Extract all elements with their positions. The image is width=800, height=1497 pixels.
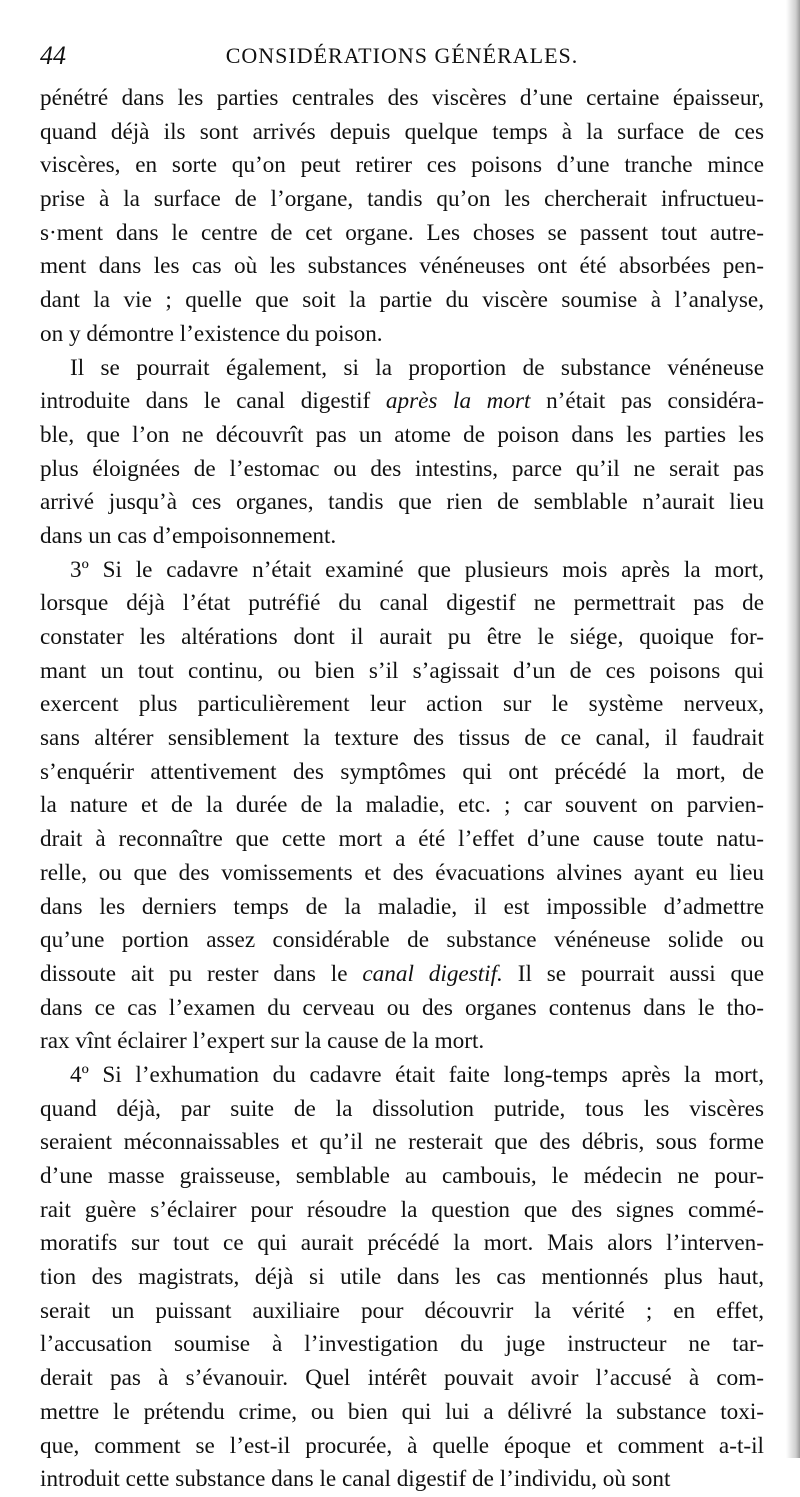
text-line xyxy=(40,958,764,992)
text-line: quand déjà ils sont arrivés depuis quelque temps à la surface de ces xyxy=(40,118,764,145)
text-line: d’une masse graisseuse, semblable au cambouis, le médecin ne pour- xyxy=(40,1163,764,1189)
text-line: relle, ou que des vomissements et des évacuations alvines ayant eu lieu xyxy=(40,859,764,886)
text-line: moratifs sur tout ce qui aurait précédé la mort. Mais alors l’interven- xyxy=(40,1230,764,1257)
text-line: 4º Si l’exhumation du cadavre était faite long-temps après la mort, xyxy=(70,1061,764,1088)
text-line: s’enquérir attentivement des symptômes qui ont précédé la mort, de xyxy=(40,758,764,785)
text-line: la nature et de la durée de la maladie, etc. ; car souvent on parvien- xyxy=(40,792,764,819)
text-line: sans altérer sensiblement la texture des tissus de ce canal, il faudrait xyxy=(40,725,764,752)
text-line: plus éloignées de l’estomac ou des intestins, parce qu’il ne serait pas xyxy=(40,455,764,482)
text-line: 3º Si le cadavre n’était examiné que plusieurs mois après la mort, xyxy=(70,556,764,583)
page-header xyxy=(40,38,764,78)
text-line: l’accusation soumise à l’investigation du juge instructeur ne tar- xyxy=(40,1331,764,1358)
text-line: s·ment dans le centre de cet organe. Les choses se passent tout autre- xyxy=(40,219,764,246)
text-line: rait guère s’éclairer pour résoudre la question que des signes commé- xyxy=(40,1196,764,1223)
text-line: mettre le prétendu crime, ou bien qui lui a délivré la substance toxi- xyxy=(40,1398,764,1425)
text-line: dant la vie ; quelle que soit la partie du viscère soumise à l’analyse, xyxy=(40,287,764,314)
text-line xyxy=(40,385,764,419)
text-line: seraient méconnaissables et qu’il ne resterait que des débris, sous forme xyxy=(40,1129,764,1156)
text-segment: introduite dans le canal digestif xyxy=(40,388,386,415)
text-line: dans un cas d’empoisonnement. xyxy=(40,522,337,549)
italic-phrase: canal digestif. xyxy=(362,960,503,987)
text-line: rax vînt éclairer l’expert sur la cause de la mort. xyxy=(40,1028,485,1055)
text-line: on y démontre l’existence du poison. xyxy=(40,320,383,347)
text-line: drait à reconnaître que cette mort a été l’effet d’une cause toute natu- xyxy=(40,826,764,853)
text-line: derait pas à s’évanouir. Quel intérêt pouvait avoir l’accusé à com- xyxy=(40,1365,764,1392)
text-line: mant un tout continu, ou bien s’il s’agissait d’un de ces poisons qui xyxy=(40,657,764,684)
text-line: quand déjà, par suite de la dissolution putride, tous les viscères xyxy=(40,1095,764,1122)
page-number: 44 xyxy=(40,41,66,70)
text-line: introduit cette substance dans le canal digestif de l’individu, où sont xyxy=(40,1466,671,1493)
text-line: serait un puissant auxiliaire pour découvrir la vérité ; en effet, xyxy=(40,1297,764,1324)
text-line: ble, que l’on ne découvrît pas un atome de poison dans les parties les xyxy=(40,421,764,448)
text-line: dans ce cas l’examen du cerveau ou des organes contenus dans le tho- xyxy=(40,994,764,1021)
text-line: que, comment se l’est-il procurée, à quelle époque et comment a-t-il xyxy=(40,1432,764,1459)
text-line: pénétré dans les parties centrales des viscères d’une certaine épaisseur, xyxy=(40,85,764,111)
text-segment: dissoute ait pu rester dans le xyxy=(40,960,363,987)
running-title: CONSIDÉRATIONS GÉNÉRALES. xyxy=(225,43,579,68)
body-text xyxy=(40,82,764,1497)
text-line: qu’une portion assez considérable de substance vénéneuse solide ou xyxy=(40,927,764,954)
text-line: constater les altérations dont il aurait pu être le siége, quoique for- xyxy=(40,624,764,650)
italic-phrase: après la mort xyxy=(385,388,531,415)
text-line: exercent plus particulièrement leur action sur le système nerveux, xyxy=(40,691,764,718)
text-line: lorsque déjà l’état putréfié du canal digestif ne permettrait pas de xyxy=(40,590,764,617)
text-line: viscères, en sorte qu’on peut retirer ces poisons d’une tranche mince xyxy=(40,152,764,179)
text-segment: n’était pas considéra- xyxy=(530,388,765,415)
text-line: Il se pourrait également, si la proportion de substance vénéneuse xyxy=(70,354,764,381)
text-line: arrivé jusqu’à ces organes, tandis que rien de semblable n’aurait lieu xyxy=(40,489,764,516)
page-edge-shadow xyxy=(786,0,800,1458)
text-segment: Il se pourrait aussi que xyxy=(502,960,764,987)
text-line: ment dans les cas où les substances vénéneuses ont été absorbées pen- xyxy=(40,253,764,280)
text-line: dans les derniers temps de la maladie, il est impossible d’admettre xyxy=(40,893,764,920)
text-line: prise à la surface de l’organe, tandis qu’on les chercherait infructueu- xyxy=(40,186,764,213)
text-line: tion des magistrats, déjà si utile dans les cas mentionnés plus haut, xyxy=(40,1264,764,1291)
